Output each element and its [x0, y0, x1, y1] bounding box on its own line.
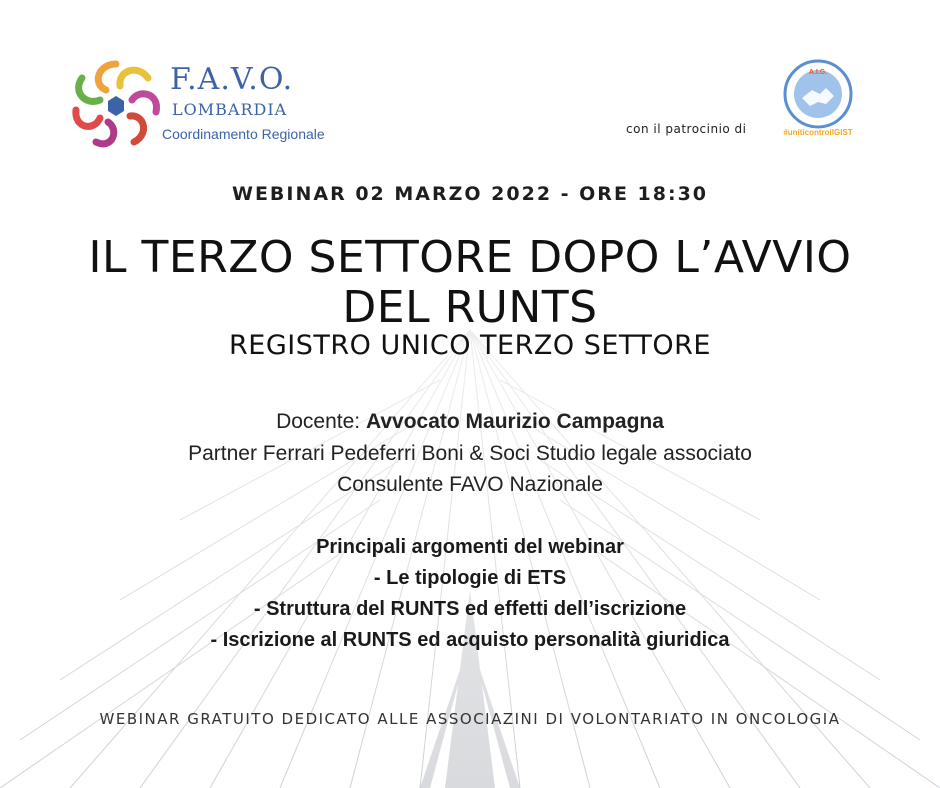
event-title-line1: IL TERZO SETTORE DOPO L’AVVIO [88, 232, 852, 283]
topic-item: - Struttura del RUNTS ed effetti dell’iscrizione [253, 598, 687, 620]
aig-handshake-icon [782, 58, 854, 130]
favo-logo [68, 56, 328, 156]
svg-text:A.I.G.: A.I.G. [808, 69, 828, 76]
speaker-line [0, 410, 940, 434]
logo-title: F.A.V.O. [170, 62, 294, 97]
speaker-label: Docente: [276, 410, 366, 433]
topic-item: - Le tipologie di ETS [373, 567, 567, 589]
favo-flower-icon [68, 56, 164, 152]
speaker-role-1: Partner Ferrari Pedeferri Boni & Soci Studio legale associato [188, 442, 752, 465]
topics-heading: Principali argomenti del webinar [316, 536, 624, 558]
patron-hashtag: #uniticontroilGIST [783, 128, 853, 137]
event-title-line2: DEL RUNTS [342, 282, 598, 333]
logo-subtitle: LOMBARDIA [172, 100, 288, 119]
event-subtitle: REGISTRO UNICO TERZO SETTORE [229, 330, 711, 361]
logo-region: Coordinamento Regionale [162, 126, 325, 142]
speaker-role-2: Consulente FAVO Nazionale [337, 473, 603, 496]
topic-item: - Iscrizione al RUNTS ed acquisto personalità giuridica [210, 629, 730, 651]
aig-logo [782, 58, 854, 148]
patronage-text: con il patrocinio di [626, 122, 747, 136]
event-date: WEBINAR 02 MARZO 2022 - ORE 18:30 [231, 183, 709, 205]
speaker-name: Avvocato Maurizio Campagna [365, 410, 664, 433]
footer-note: WEBINAR GRATUITO DEDICATO ALLE ASSOCIAZINI DI VOLONTARIATO IN ONCOLOGIA [99, 710, 841, 728]
